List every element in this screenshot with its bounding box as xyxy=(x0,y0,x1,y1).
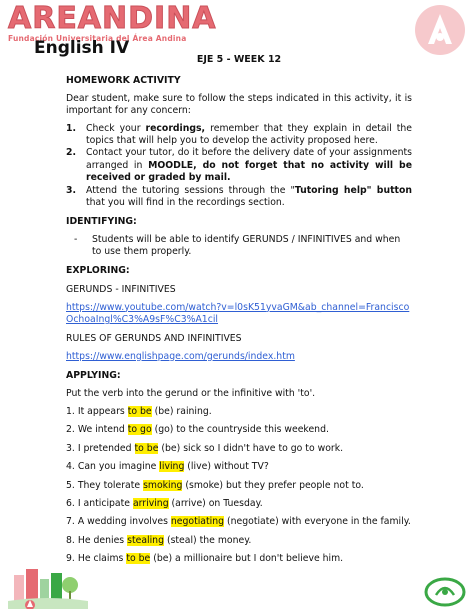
step-item xyxy=(66,147,412,184)
step-text: remember that they explain in detail the topics that will help you to develop the activity proposed here. xyxy=(86,122,412,147)
exercise-list xyxy=(66,406,412,566)
step-bold: Tutoring help" button xyxy=(294,184,412,196)
homework-heading: HOMEWORK ACTIVITY xyxy=(66,75,181,87)
document-body xyxy=(66,54,412,566)
answer-highlight: to be xyxy=(127,405,152,417)
step-item xyxy=(66,123,412,148)
answer-highlight: to be xyxy=(126,553,151,565)
answer-highlight: to go xyxy=(127,424,152,436)
step-number: 2. xyxy=(66,147,77,159)
bullet-dash: - xyxy=(74,233,78,245)
exercise-item: 2. We intend to go (go) to the countryside this weekend. xyxy=(66,424,329,436)
steps-list xyxy=(66,123,412,210)
brand-subtitle: Fundación Universitaria del Área Andina xyxy=(8,34,187,43)
identifying-text: Students will be able to identify GERUNDS / INFINITIVES and when to use them properly. xyxy=(92,233,401,258)
intro-paragraph: Dear student, make sure to follow the steps indicated in this activity, it is important for any concern: xyxy=(66,92,412,117)
exercise-item: 6. I anticipate arriving (arrive) on Tuesday. xyxy=(66,497,263,509)
eco-city-illustration-icon xyxy=(8,561,88,609)
identifying-item xyxy=(66,234,412,259)
identifying-heading: IDENTIFYING: xyxy=(66,216,137,228)
course-title: English IV xyxy=(34,38,130,58)
step-text: Contact your tutor, do it before the delivery date of your assignments arranged in xyxy=(86,147,412,171)
answer-highlight: to be xyxy=(134,442,159,454)
brand-logo xyxy=(8,2,217,43)
englishpage-link[interactable]: https://www.englishpage.com/gerunds/index.htm xyxy=(66,350,295,362)
step-number: 3. xyxy=(66,184,77,196)
brand-name: AREANDINA xyxy=(8,1,217,36)
step-bold: MOODLE, do not forget that no activity will be received or graded by mail. xyxy=(86,159,412,184)
eco-cycle-icon xyxy=(424,577,466,607)
rules-label: RULES OF GERUNDS AND INFINITIVES xyxy=(66,333,242,345)
step-number: 1. xyxy=(66,122,77,134)
exercise-item: 7. A wedding involves negotiating (negotiate) with everyone in the family. xyxy=(66,516,411,528)
gerunds-label: GERUNDS - INFINITIVES xyxy=(66,284,176,296)
answer-highlight: arriving xyxy=(132,497,169,509)
answer-highlight: smoking xyxy=(143,479,183,491)
exercise-instruction: Put the verb into the gerund or the infinitive with 'to'. xyxy=(66,387,316,399)
exploring-heading: EXPLORING: xyxy=(66,264,130,276)
answer-highlight: living xyxy=(159,461,185,473)
exercise-item: 8. He denies stealing (steal) the money. xyxy=(66,534,252,546)
exercise-item: 9. He claims to be (be) a millionaire but I don't believe him. xyxy=(66,553,344,565)
step-text: that you will find in the recordings section. xyxy=(86,197,285,209)
answer-highlight: stealing xyxy=(127,534,164,546)
week-title: EJE 5 - WEEK 12 xyxy=(196,54,282,65)
step-item xyxy=(66,185,412,210)
answer-highlight: negotiating xyxy=(170,516,225,528)
exercise-item: 5. They tolerate smoking (smoke) but they prefer people not to. xyxy=(66,479,364,491)
step-text: Check your xyxy=(86,122,146,134)
areandina-symbol-icon xyxy=(414,4,466,56)
step-text: Attend the tutoring sessions through the " xyxy=(86,184,295,196)
youtube-link[interactable]: https://www.youtube.com/watch?v=l0sK51yvaGM&ab_channel=FranciscoOchoaIngl%C3%A9sF%C3%A1cil xyxy=(66,301,410,325)
exercise-item: 1. It appears to be (be) raining. xyxy=(66,405,212,417)
step-bold: recordings, xyxy=(145,122,206,134)
exercise-item: 4. Can you imagine living (live) without TV? xyxy=(66,461,269,473)
exercise-item: 3. I pretended to be (be) sick so I didn't have to go to work. xyxy=(66,442,344,454)
applying-heading: APPLYING: xyxy=(66,370,121,382)
